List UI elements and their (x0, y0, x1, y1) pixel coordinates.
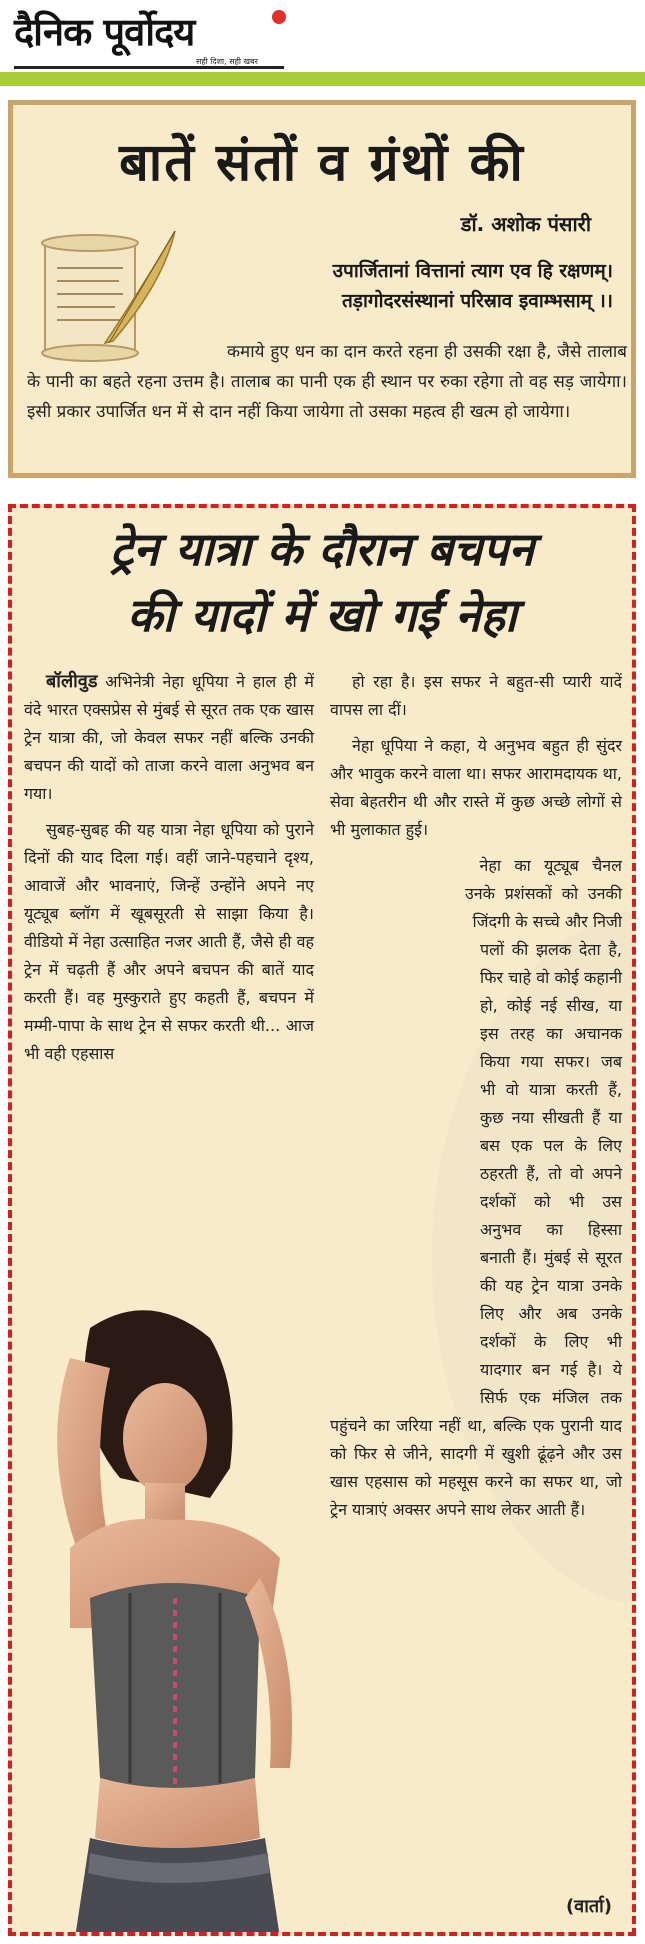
sanskrit-verse-line1: उपार्जितानां वित्तानां त्याग एव हि रक्षणम्। (332, 260, 613, 282)
headline-line2: की यादों में खो गईं नेहा (127, 588, 517, 642)
actress-photo (30, 1298, 340, 1936)
logo-dot-icon (272, 10, 286, 24)
article-lead-word: बॉलीवुड (46, 671, 98, 692)
article-paragraph-4: नेहा धूपिया ने कहा, ये अनुभव बहुत ही सुंदर और भावुक करने वाला था। सफर आरामदायक था, सेवा बेहतरीन थी और रास्ते में कुछ अच्छे लोगों से भी मुलाकात हुई। (330, 736, 622, 839)
article-paragraph-2: सुबह-सुबह की यह यात्रा नेहा धूपिया को पुराने दिनों की याद दिला गई। वहीं जाने-पहचाने दृश्य, आवाजें और भावनाएं, जिन्हें उन्होंने अपने नए यूट्यूब ब्लॉग में खूबसूरती से साझा किया है। वीडियो में नेहा उत्साहित नजर आती हैं, जैसे ही वह ट्रेन में चढ़ती हैं और अपने बचपन की बातें याद करती हैं। वह मुस्कुराते हुए कहती हैं, बचपन में मम्मी-पापा के साथ ट्रेन से सफर करती थी... आज भी वही एहसास (24, 820, 314, 1063)
news-agency-credit: (वार्ता) (565, 1896, 612, 1917)
newspaper-logo: दैनिक पूर्वोदय (14, 10, 195, 54)
article-column-right (330, 668, 622, 1532)
masthead (0, 0, 645, 80)
sayings-author: डॉ. अशोक पंसारी (460, 212, 591, 236)
article-paragraph-3: हो रहा है। इस सफर ने बहुत-सी प्यारी यादें वापस ला दीं। (330, 672, 622, 719)
article-column-left (24, 668, 314, 1076)
article-box (8, 504, 636, 1936)
headline-line1: ट्रेन यात्रा के दौरान बचपन (110, 522, 534, 576)
newspaper-tagline: सही दिशा, सही खबर (196, 57, 258, 66)
sayings-heading: बातें संतों व ग्रंथों की (119, 133, 525, 193)
article-paragraph-1 (24, 668, 314, 808)
sayings-box (8, 100, 636, 478)
masthead-green-bar (0, 72, 645, 86)
article-paragraph-5: नेहा का यूट्यूब चैनल उनके प्रशंसकों को उनकी जिंदगी के सच्चे और निजी पलों की झलक देता है, फिर चाहे वो कोई कहानी हो, कोई नई सीख, या इस तरह का अचानक किया गया सफर। जब भी वो यात्रा करती हैं, कुछ नया सीखती हैं या बस एक पल के लिए ठहरती हैं, तो वो अपने दर्शकों को भी उस अनुभव का हिस्सा बनाती हैं। मुंबई से सूरत की यह ट्रेन यात्रा उनके लिए और अब उनके दर्शकों के लिए भी यादगार बन गई है। ये सिर्फ एक मंजिल तक पहुंचने का जरिया नहीं था, बल्कि एक पुरानी याद को फिर से जीने, सादगी में खुशी ढूंढ़ने और उस खास एहसास को महसूस करने का सफर था, जो ट्रेन यात्राएं अक्सर अपने साथ लेकर आती हैं। (330, 856, 622, 1519)
sanskrit-verse-line2: तड़ागोदरसंस्थानां परिस्राव इवाम्भसाम् ।। (341, 290, 613, 312)
photo-wrap-space (330, 852, 480, 1412)
verse-meaning: कमाये हुए धन का दान करते रहना ही उसकी रक्षा है, जैसे तालाब के पानी का बहते रहना उत्तम है। तालाब का पानी एक ही स्थान पर रुका रहेगा तो वह सड़ जायेगा। इसी प्रकार उपार्जित धन में से दान नहीं किया जायेगा तो उसका महत्व ही खत्म हो जायेगा। (27, 342, 627, 422)
article-headline (12, 516, 632, 648)
paragraph-1-text: अभिनेत्री नेहा धूपिया ने हाल ही में वंदे भारत एक्सप्रेस से मुंबई से सूरत तक एक खास ट्रेन यात्रा की, जो केवल सफर नहीं बल्कि उनकी बचपन की यादों को ताजा करने वाला अनुभव बन गया। (24, 672, 314, 803)
masthead-underline (14, 66, 284, 69)
